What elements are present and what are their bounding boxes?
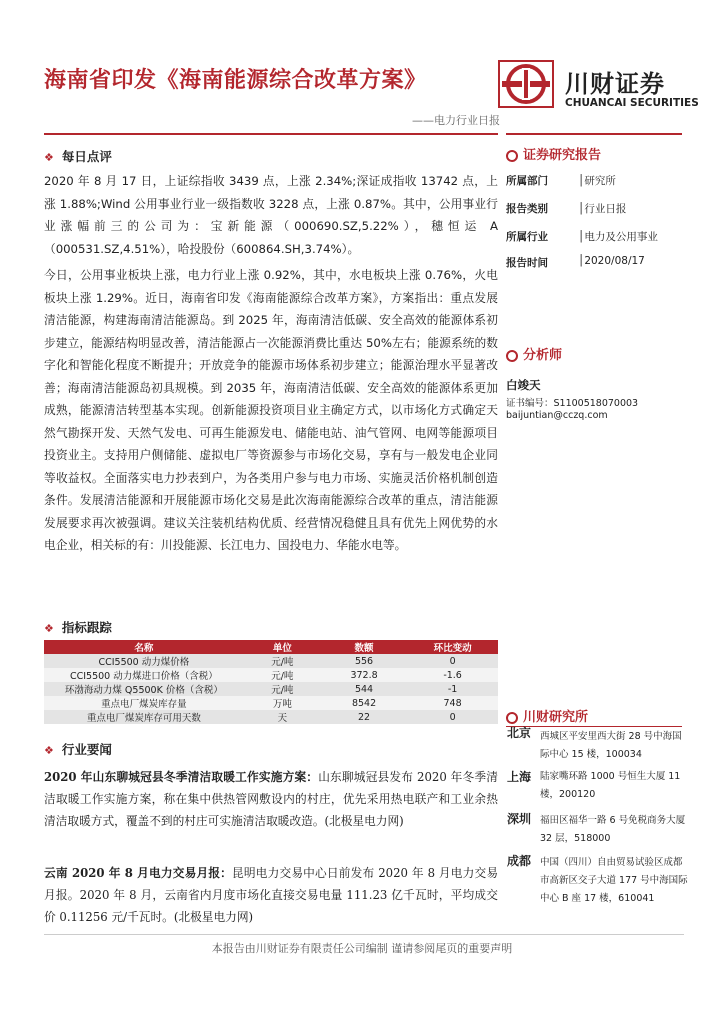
analyst-icon xyxy=(506,350,518,362)
paragraph: 2020 年 8 月 17 日，上证综指收 3439 点，上涨 2.34%;深证成指收 13742 点，上涨 1.88%;Wind 公用事业行业一级指数收 3228 点，上涨 0.87%。其中，公用事业行业涨幅前三的公司为：宝新能源（000690.SZ,5.22%），穗恒运 A（000531.SZ,4.51%），哈投股份（600864.SH,3.74%）。 xyxy=(44,174,498,256)
report-subtitle: ——电力行业日报 xyxy=(412,114,500,127)
header-rule-side xyxy=(506,133,682,135)
office-address: 西城区平安里西大街 28 号中海国际中心 15 楼，100034 xyxy=(540,731,682,760)
column-header: 环比变动 xyxy=(407,640,498,654)
column-header: 名称 xyxy=(44,640,244,654)
table-row: 重点电厂煤炭库存可用天数 天 22 0 xyxy=(44,710,498,724)
office-city: 成都 xyxy=(507,854,532,868)
section-heading-news: ❖ 行业要闻 xyxy=(44,742,112,757)
indicators-table xyxy=(44,640,498,724)
news-body: 山东聊城冠县发布 2020 年冬季清洁取暖工作实施方案，称在集中供热管网敷设内的村庄，优先采用热电联产和工业余热清洁取暖方式，覆盖不到的村庄可实施清洁取暖改造。(北极星电力网) xyxy=(44,770,498,828)
section-heading-indicators: ❖ 指标跟踪 xyxy=(44,620,112,635)
office-city: 上海 xyxy=(507,770,532,784)
news-title: 云南 2020 年 8 月电力交易月报： xyxy=(44,866,233,880)
footer-disclaimer: 本报告由川财证券有限责任公司编制 谨请参阅尾页的重要声明 xyxy=(211,942,513,955)
office-address: 中国（四川）自由贸易试验区成都市高新区交子大道 177 号中海国际中心 B 座 17 楼，610041 xyxy=(540,857,688,904)
column-header: 数额 xyxy=(321,640,407,654)
office-address: 陆家嘴环路 1000 号恒生大厦 11 楼，200120 xyxy=(540,771,681,800)
institute-icon xyxy=(506,712,518,724)
company-name-en: CHUANCAI SECURITIES xyxy=(565,97,699,109)
daily-comment-text xyxy=(44,170,498,557)
news-body: 昆明电力交易中心日前发布 2020 年 8 月电力交易月报。2020 年 8 月，云南省内月度市场化直接交易电量 111.23 亿千瓦时，平均成交价 0.11256 元/千瓦时。(北极星电力网) xyxy=(44,866,499,924)
paragraph: 今日，公用事业板块上涨，电力行业上涨 0.92%，其中，水电板块上涨 0.76%，火电板块上涨 1.29%。近日，海南省印发《海南能源综合改革方案》，方案指出：重点发展清洁能源，构建海南清洁能源岛。到 2025 年，海南清洁低碳、安全高效的能源体系初步建立，能源结构明显改善，清洁能源占一次能源消费比重达 50%左右；能源系统的数字化和智能化程度不断提升；开放竞争的能源市场体系初步建立；能源治理水平显著改善；海南清洁能源岛初具规模。到 2035 年，海南清洁低碳、安全高效的能源体系更加成熟，能源清洁转型基本实现。创新能源投资项目业主确定方式，以市场化方式确定天然气勘探开发、天然气发电、可再生能源发电、储能电站、油气管网、电网等能源项目投资业主。支持用户侧储能、虚拟电厂等资源参与市场化交易，享有与一般发电企业同等收益权。全面落实电力抄表到户，为各类用户参与电力市场、实施灵活价格机制创造条件。发展清洁能源和开展能源市场化交易是此次海南能源综合改革的重点，清洁能源发展要求再次被强调。建议关注装机结构优质、经营情况稳健且具有优先上网优势的水电企业，相关标的有：川投能源、长江电力、国投电力、华能水电等。 xyxy=(44,268,498,552)
footer-rule xyxy=(44,934,684,935)
office-city: 深圳 xyxy=(507,812,532,826)
analyst-email[interactable]: baijuntian@cczq.com xyxy=(506,410,608,421)
news-item xyxy=(44,766,498,832)
report-title: 海南省印发《海南能源综合改革方案》 xyxy=(44,67,427,93)
diamond-icon: ❖ xyxy=(44,151,54,164)
report-icon xyxy=(506,150,518,162)
analyst-heading: 分析师 xyxy=(506,344,562,363)
section-heading-daily: ❖ 每日点评 xyxy=(44,149,112,164)
analyst-cert: 证书编号：S1100518070003 xyxy=(506,398,639,409)
info-row: 报告类别 │行业日报 xyxy=(506,203,627,215)
institute-heading: 川财研究所 xyxy=(506,706,588,725)
company-name: 川财证券 xyxy=(565,70,665,98)
diamond-icon: ❖ xyxy=(44,744,54,757)
table-row: 重点电厂煤炭库存量 万吨 8542 748 xyxy=(44,696,498,710)
report-info-heading: 证券研究报告 xyxy=(506,144,601,163)
info-row: 所属部门 │研究所 xyxy=(506,175,616,187)
news-item xyxy=(44,862,498,928)
divider xyxy=(506,726,682,727)
analyst-name: 白竣天 xyxy=(506,378,541,392)
table-row: 环渤海动力煤 Q5500K 价格（含税） 元/吨 544 -1 xyxy=(44,682,498,696)
diamond-icon: ❖ xyxy=(44,622,54,635)
company-logo-icon xyxy=(498,60,554,108)
office-address: 福田区福华一路 6 号免税商务大厦 32 层，518000 xyxy=(540,815,686,844)
info-row: 所属行业 │电力及公用事业 xyxy=(506,231,658,243)
info-row: 报告时间 │2020/08/17 xyxy=(506,255,645,269)
header-rule xyxy=(44,133,498,135)
table-header-row xyxy=(44,640,498,654)
news-title: 2020 年山东聊城冠县冬季清洁取暖工作实施方案： xyxy=(44,770,319,784)
table-row: CCI5500 动力煤进口价格（含税） 元/吨 372.8 -1.6 xyxy=(44,668,498,682)
office-city: 北京 xyxy=(507,726,532,740)
table-row: CCI5500 动力煤价格 元/吨 556 0 xyxy=(44,654,498,668)
column-header: 单位 xyxy=(244,640,321,654)
